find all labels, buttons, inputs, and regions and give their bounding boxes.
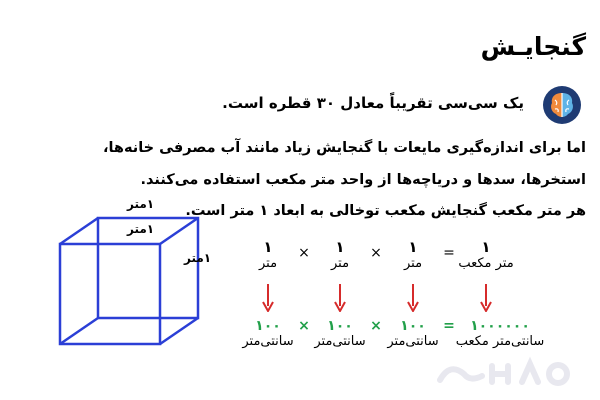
eq-top-times-1: × <box>370 245 382 261</box>
cube-label-side: ۱متر <box>184 251 212 265</box>
paragraph-line-1: اما برای اندازه‌گیری مایعات با گنجایش زیاد مانند آب مصرفی خانه‌ها، <box>102 140 586 156</box>
brain-icon <box>542 85 582 125</box>
eq-top-unit: متر مکعب <box>458 256 514 271</box>
eq-bottom-unit: سانتی‌متر <box>314 334 366 349</box>
eq-top-unit: متر <box>403 256 423 271</box>
down-arrow-icon <box>480 284 492 312</box>
eq-top-num: ۱ <box>481 238 491 256</box>
down-arrow-icon <box>407 284 419 312</box>
eq-bottom-unit: سانتی‌متر مکعب <box>455 334 545 349</box>
eq-top-unit: متر <box>330 256 350 271</box>
logo-watermark <box>430 352 580 392</box>
eq-bottom-unit: سانتی‌متر <box>387 334 439 349</box>
eq-bottom-unit: سانتی‌متر <box>242 334 294 349</box>
eq-bottom-cell-result <box>445 318 555 349</box>
eq-bottom-cell-1 <box>378 318 448 349</box>
eq-top-cell-3 <box>233 238 303 271</box>
eq-top-cell-result <box>451 238 521 271</box>
eq-bottom-num: ۱۰۰ <box>255 318 281 334</box>
eq-top-num: ۱ <box>335 238 345 256</box>
eq-top-unit: متر <box>258 256 278 271</box>
eq-bottom-cell-2 <box>305 318 375 349</box>
cube-diagram <box>40 212 200 352</box>
eq-bottom-cell-3 <box>233 318 303 349</box>
cube-label-top-back: ۱متر <box>127 197 155 211</box>
eq-bottom-equals: = <box>443 318 455 334</box>
eq-top-equals: = <box>443 245 455 261</box>
eq-bottom-num: ۱۰۰ <box>400 318 426 334</box>
eq-bottom-times-1: × <box>370 318 382 334</box>
eq-bottom-num: ۱۰۰۰۰۰۰ <box>470 318 530 334</box>
paragraph-line-3: هر متر مکعب گنجایش مکعب توخالی به ابعاد ۱ متر است. <box>185 203 586 219</box>
down-arrow-icon <box>262 284 274 312</box>
down-arrow-icon <box>334 284 346 312</box>
eq-top-times-2: × <box>298 245 310 261</box>
eq-bottom-num: ۱۰۰ <box>327 318 353 334</box>
eq-bottom-times-2: × <box>298 318 310 334</box>
paragraph-line-2: استخرها، سدها و دریاچه‌ها از واحد متر مکعب استفاده می‌کنند. <box>140 172 586 188</box>
cube-label-top-front: ۱متر <box>127 222 155 236</box>
eq-top-num: ۱ <box>408 238 418 256</box>
eq-top-cell-1 <box>378 238 448 271</box>
eq-top-num: ۱ <box>263 238 273 256</box>
page-title: گنجایـش <box>480 32 586 61</box>
eq-top-cell-2 <box>305 238 375 271</box>
note-text: یک سی‌سی تقریباً معادل ۳۰ قطره است. <box>222 94 524 112</box>
